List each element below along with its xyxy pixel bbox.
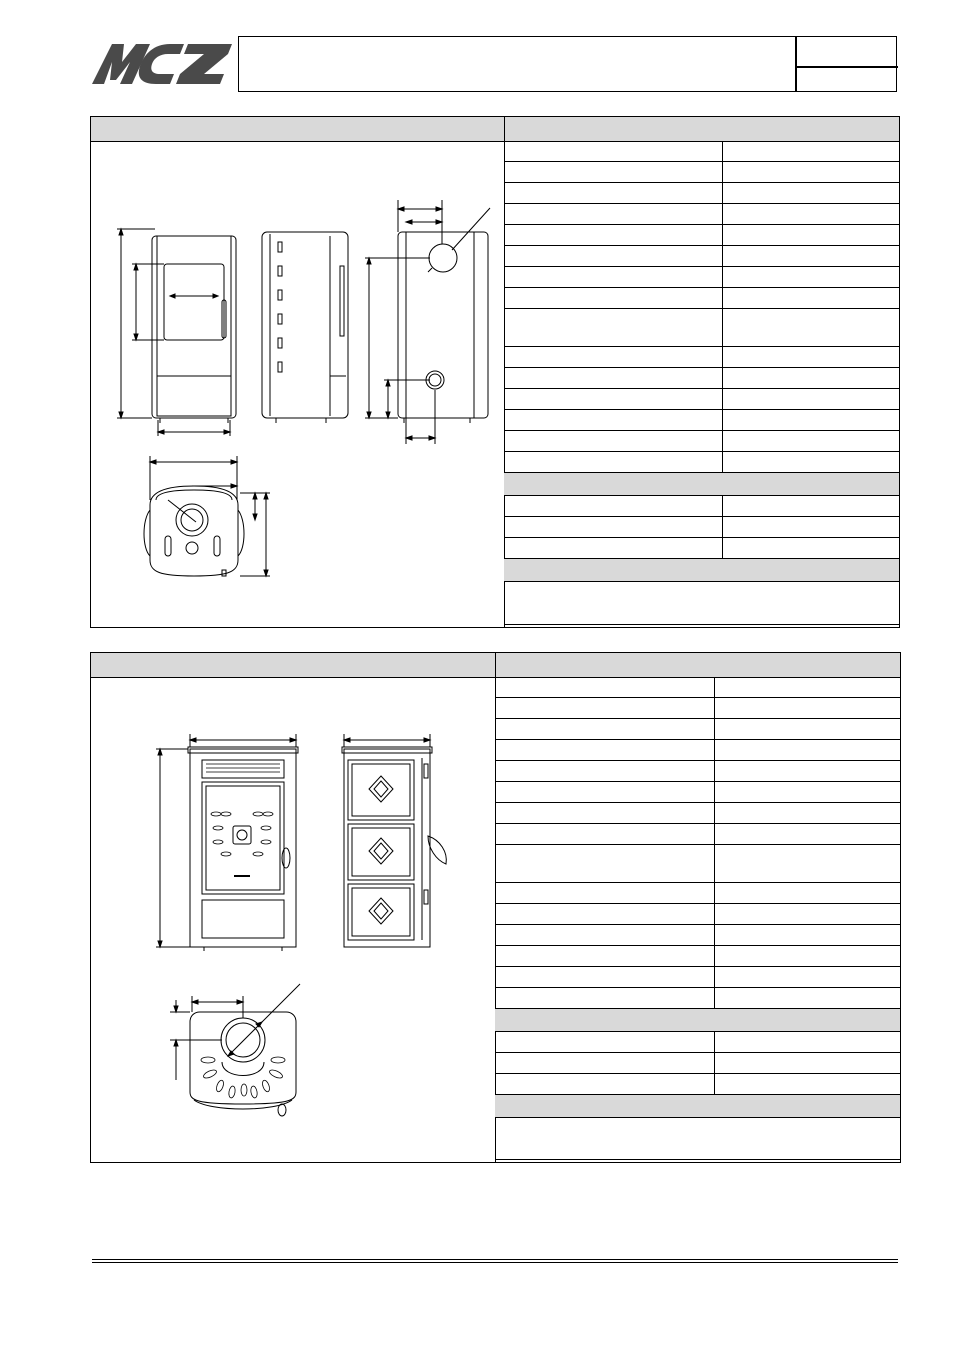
- footer-rule-secondary: [92, 1262, 898, 1263]
- footer-rule: [92, 1259, 898, 1260]
- logo-text: MCZ: [162, 70, 165, 71]
